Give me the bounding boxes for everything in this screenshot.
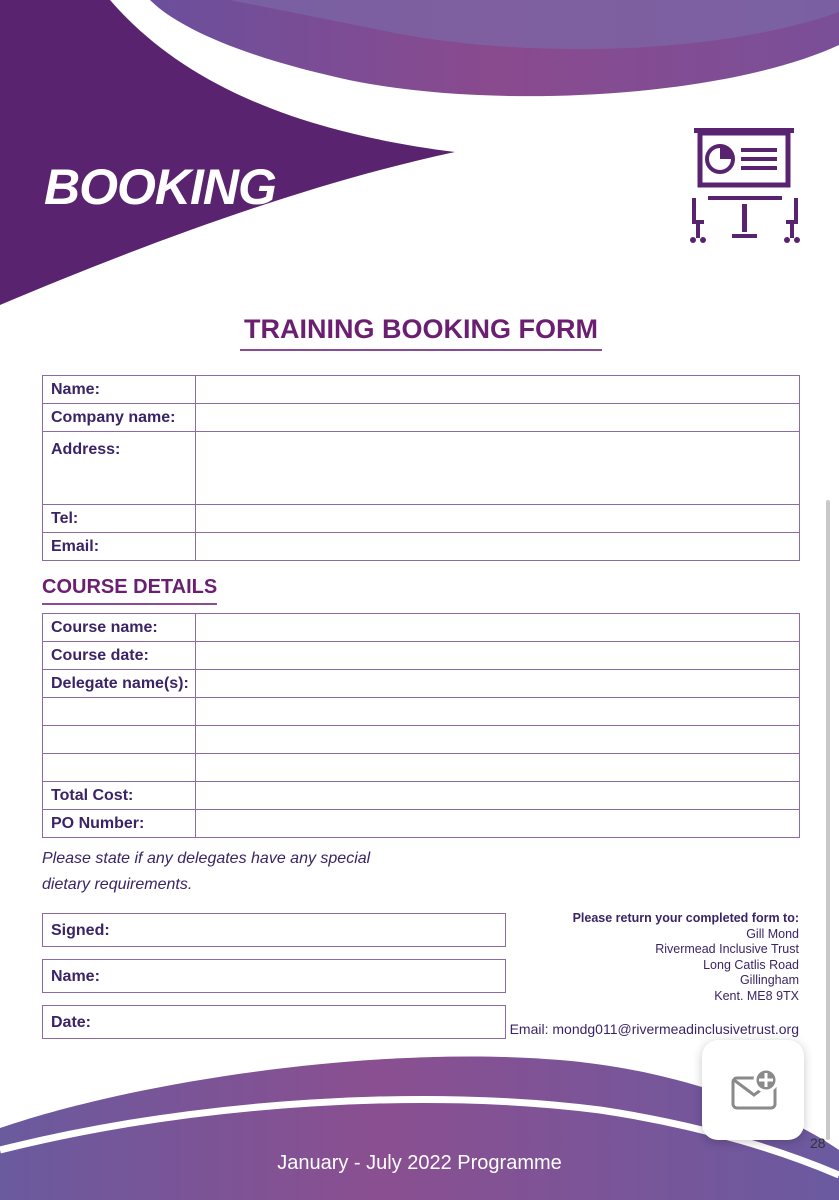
form-row-po-number	[43, 810, 800, 838]
form-row-total-cost	[43, 782, 800, 810]
form-row-company	[43, 404, 800, 432]
form-label: Course date:	[43, 642, 196, 670]
return-line-contact: Gill Mond	[746, 926, 799, 941]
course-details-table	[42, 613, 800, 838]
form-label: Company name:	[43, 404, 196, 432]
page-number: 28	[810, 1135, 826, 1151]
form-label: Course name:	[43, 614, 196, 642]
booking-heading: BOOKING	[44, 159, 276, 215]
form-row-course-date	[43, 642, 800, 670]
form-label: Tel:	[43, 505, 196, 533]
return-line-postcode: Kent. ME8 9TX	[714, 988, 799, 1003]
form-row-delegate-extra	[43, 754, 800, 782]
delegate-name-field[interactable]	[196, 726, 800, 754]
form-label	[43, 698, 196, 726]
return-line-town: Gillingham	[739, 973, 799, 988]
form-row-course-name	[43, 614, 800, 642]
form-label: Address:	[43, 432, 196, 505]
dietary-note: Please state if any delegates have any special dietary requirements.	[42, 850, 371, 893]
email-field[interactable]	[196, 533, 800, 561]
return-email[interactable]: Email: mondg011@rivermeadinclusivetrust.org	[509, 1021, 799, 1037]
delegate-name-field[interactable]	[196, 754, 800, 782]
return-heading: Please return your completed form to:	[572, 911, 799, 925]
signed-field[interactable]: Signed:	[42, 913, 506, 947]
return-address	[573, 911, 799, 1005]
return-line-street: Long Catlis Road	[703, 957, 799, 972]
form-row-email	[43, 533, 800, 561]
total-cost-field[interactable]	[196, 782, 800, 810]
form-row-delegates	[43, 670, 800, 698]
presentation-board-icon	[688, 128, 802, 244]
form-row-address	[43, 432, 800, 505]
delegate-name-field[interactable]	[196, 670, 800, 698]
footer-programme: January - July 2022 Programme	[277, 1152, 562, 1174]
company-name-field[interactable]	[196, 404, 800, 432]
name-field[interactable]	[196, 376, 800, 404]
date-field[interactable]: Date:	[42, 1005, 506, 1039]
new-mail-button[interactable]	[702, 1040, 804, 1140]
course-date-field[interactable]	[196, 642, 800, 670]
return-line-organisation: Rivermead Inclusive Trust	[655, 942, 799, 957]
form-row-delegate-extra	[43, 726, 800, 754]
scrollbar[interactable]	[826, 500, 830, 1140]
mail-add-icon	[702, 1040, 804, 1140]
form-label: Delegate name(s):	[43, 670, 196, 698]
course-details-heading: COURSE DETAILS	[42, 576, 217, 605]
tel-field[interactable]	[196, 505, 800, 533]
contact-details-table	[42, 375, 800, 561]
form-label: PO Number:	[43, 810, 196, 838]
signature-name-field[interactable]: Name:	[42, 959, 506, 993]
address-field[interactable]	[196, 432, 800, 505]
form-row-name	[43, 376, 800, 404]
form-row-tel	[43, 505, 800, 533]
delegate-name-field[interactable]	[196, 698, 800, 726]
course-name-field[interactable]	[196, 614, 800, 642]
form-label: Name:	[43, 376, 196, 404]
po-number-field[interactable]	[196, 810, 800, 838]
form-label	[43, 726, 196, 754]
form-row-delegate-extra	[43, 698, 800, 726]
form-label	[43, 754, 196, 782]
form-title: TRAINING BOOKING FORM	[240, 314, 602, 351]
form-label: Total Cost:	[43, 782, 196, 810]
form-label: Email:	[43, 533, 196, 561]
